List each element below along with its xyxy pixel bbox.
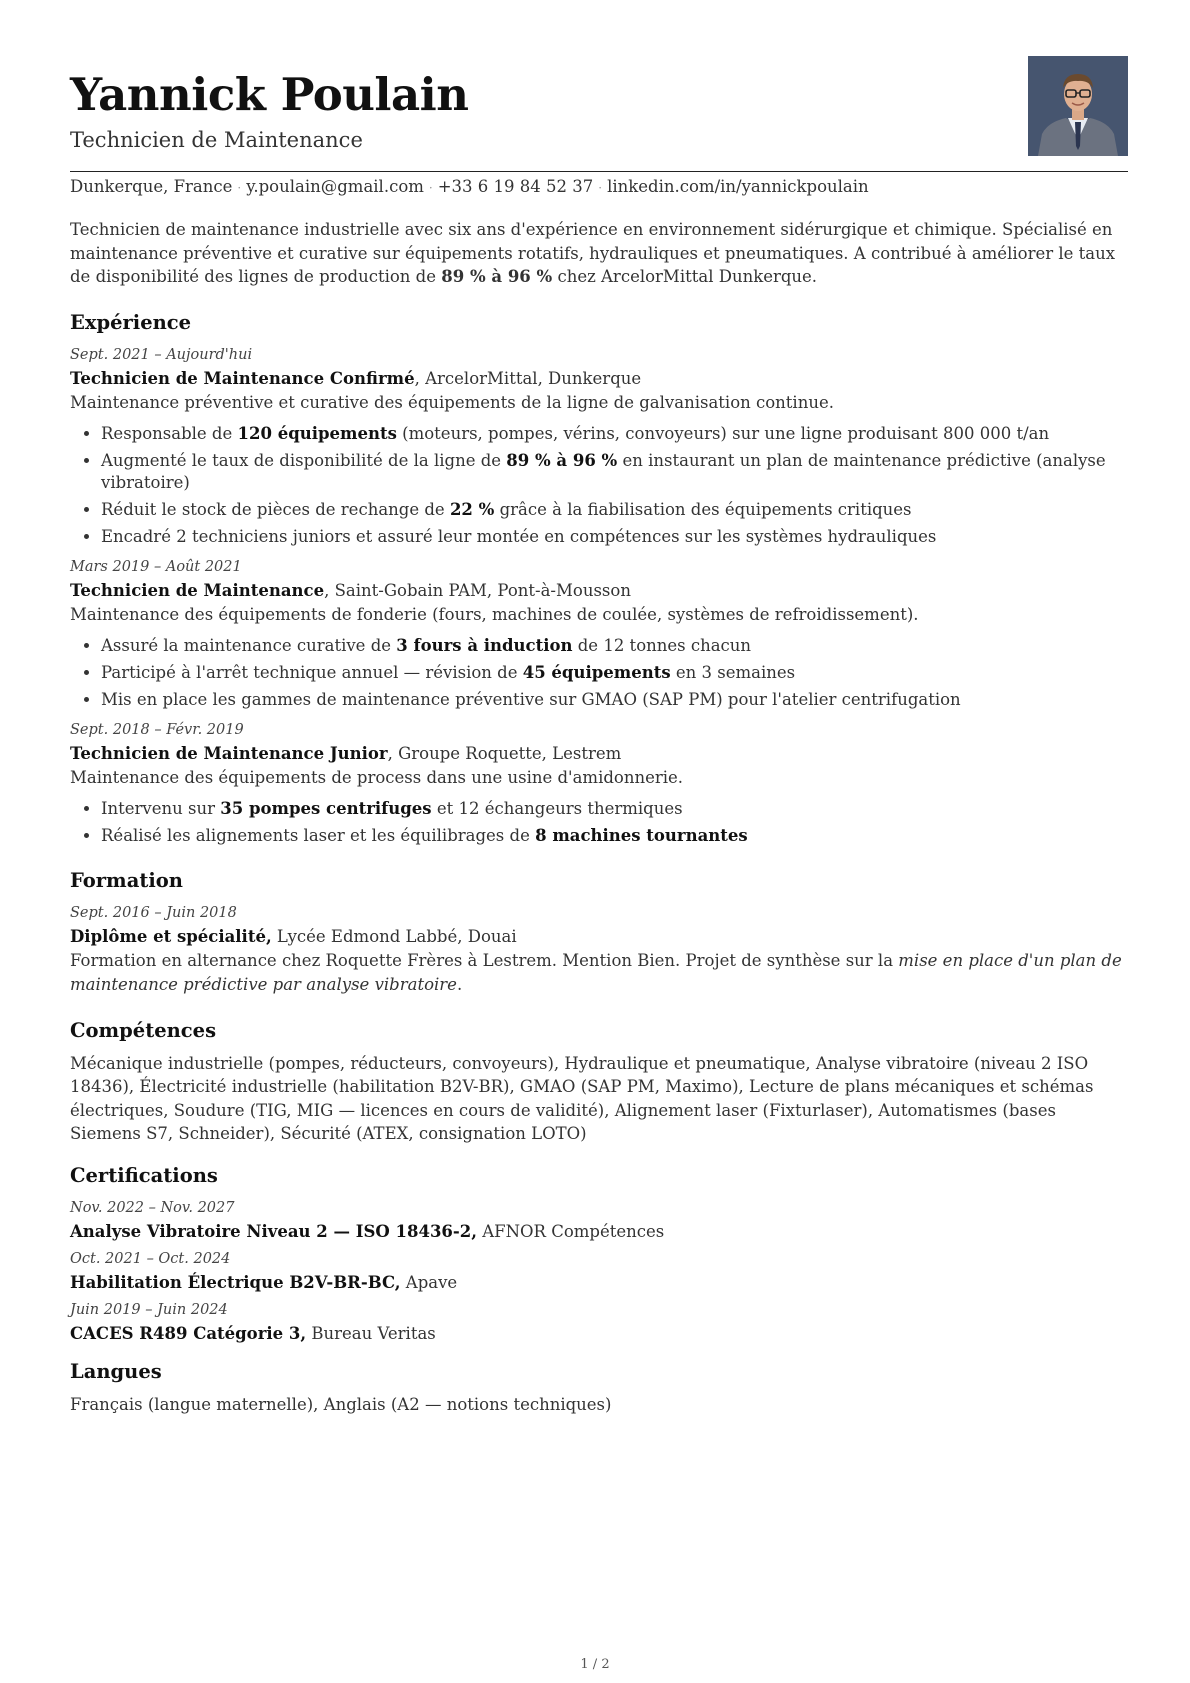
list-item (101, 825, 1128, 847)
languages-text: Français (langue maternelle), Anglais (A2 — notions techniques) (70, 1394, 612, 1414)
contact-linkedin[interactable]: linkedin.com/in/yannickpoulain (607, 177, 869, 196)
person-portrait-icon (1028, 56, 1128, 156)
job-role-line (70, 741, 1128, 766)
bullet-text: Mis en place les gammes de maintenance préventive sur GMAO (SAP PM) pour l'atelier centrifugation (101, 689, 961, 709)
bullet-highlight: 45 équipements (522, 662, 671, 682)
job-date: Sept. 2018 – Févr. 2019 (70, 721, 244, 738)
experience-list (70, 344, 1128, 847)
bullet-text: Augmenté le taux de disponibilité de la ligne de (101, 450, 507, 470)
resume-page (70, 0, 1128, 1683)
list-item (101, 423, 1128, 445)
bullet-text-end: en instaurant un plan de maintenance prédictive (analyse vibratoire) (101, 450, 1106, 492)
certification-issuer: Apave (400, 1272, 458, 1292)
bullet-text: Responsable de (101, 423, 238, 443)
candidate-name: Yannick Poulain (70, 68, 469, 121)
experience-entry (70, 344, 1128, 548)
list-item (101, 798, 1128, 820)
contact-phone[interactable]: +33 6 19 84 52 37 (437, 177, 594, 196)
section-title-experience: Expérience (70, 310, 192, 334)
section-title-education: Formation (70, 868, 183, 892)
job-date: Mars 2019 – Août 2021 (70, 558, 242, 575)
job-role: Technicien de Maintenance Confirmé (70, 368, 415, 388)
certification-name: Habilitation Électrique B2V-BR-BC, (70, 1272, 401, 1292)
experience-entry (70, 556, 1128, 711)
bullet-highlight: 120 équipements (237, 423, 397, 443)
bullet-highlight: 3 fours à induction (396, 635, 573, 655)
certification-name: Analyse Vibratoire Niveau 2 — ISO 18436-2, (70, 1221, 477, 1241)
job-description: Maintenance des équipements de fonderie (fours, machines de coulée, systèmes de refroidissement). (70, 604, 919, 624)
certification-entry (70, 1197, 1128, 1244)
contact-location: Dunkerque, France (70, 177, 233, 196)
certifications-list (70, 1197, 1128, 1346)
profile-photo (1028, 56, 1128, 156)
education-date: Sept. 2016 – Juin 2018 (70, 904, 237, 921)
bullet-text-end: grâce à la fiabilisation des équipements critiques (494, 499, 912, 519)
job-role: Technicien de Maintenance Junior (70, 743, 388, 763)
certification-issuer: AFNOR Compétences (476, 1221, 665, 1241)
languages-section-heading (70, 1360, 1128, 1383)
certification-entry (70, 1299, 1128, 1346)
certification-line (70, 1270, 1128, 1295)
bullet-highlight: 22 % (449, 499, 495, 519)
certification-date: Juin 2019 – Juin 2024 (70, 1301, 228, 1318)
list-item (101, 526, 1128, 548)
education-section-heading (70, 869, 1128, 892)
job-description: Maintenance préventive et curative des équipements de la ligne de galvanisation continue. (70, 392, 834, 412)
section-title-skills: Compétences (70, 1018, 217, 1042)
experience-entry (70, 719, 1128, 847)
summary-paragraph (70, 218, 1128, 289)
bullet-highlight: 8 machines tournantes (535, 825, 748, 845)
contact-separator: · (428, 180, 433, 195)
page-number: 1 / 2 (580, 1657, 610, 1672)
contact-separator: · (598, 180, 603, 195)
education-desc-end: . (456, 974, 463, 994)
job-description: Maintenance des équipements de process dans une usine d'amidonnerie. (70, 767, 684, 787)
bullet-highlight: 35 pompes centrifuges (220, 798, 432, 818)
contact-email[interactable]: y.poulain@gmail.com (246, 177, 424, 196)
certification-name: CACES R489 Catégorie 3, (70, 1323, 307, 1343)
skills-text: Mécanique industrielle (pompes, réducteurs, convoyeurs), Hydraulique et pneumatique, Analyse vibratoire (niveau 2 ISO 18436), Électricité industrielle (habilitation B2V-BR), GMAO (SAP PM, Maximo), Lecture de plans mécaniques et schémas électriques, Soudure (TIG, MIG — licences en cours de validité), Alignement laser (Fixturlaser), Automatismes (bases Siemens S7, Schneider), Sécurité (ATEX, consignation LOTO) (70, 1053, 1094, 1143)
education-desc-text: Formation en alternance chez Roquette Frères à Lestrem. Mention Bien. Projet de synthèse sur la (70, 950, 899, 970)
bullet-text-end: en 3 semaines (670, 662, 796, 682)
contact-separator: · (237, 180, 242, 195)
bullet-text: Réalisé les alignements laser et les équilibrages de (101, 825, 536, 845)
certification-line (70, 1321, 1128, 1346)
list-item (101, 635, 1128, 657)
education-degree-line (70, 924, 1128, 949)
bullet-text: Assuré la maintenance curative de (101, 635, 397, 655)
job-company: , Groupe Roquette, Lestrem (387, 743, 622, 763)
job-company: , ArcelorMittal, Dunkerque (414, 368, 642, 388)
list-item (101, 450, 1128, 494)
header-divider (70, 171, 1128, 172)
section-title-languages: Langues (70, 1359, 162, 1383)
job-bullets (70, 798, 1128, 847)
education-degree: Diplôme et spécialité, (70, 926, 272, 946)
list-item (101, 499, 1128, 521)
bullet-text-end: (moteurs, pompes, vérins, convoyeurs) sur une ligne produisant 800 000 t/an (396, 423, 1050, 443)
certification-line (70, 1219, 1128, 1244)
bullet-text: Réduit le stock de pièces de rechange de (101, 499, 450, 519)
certification-date: Nov. 2022 – Nov. 2027 (70, 1199, 235, 1216)
education-description (70, 949, 1128, 997)
education-desc-italic: mise en place d'un plan de maintenance prédictive par analyse vibratoire (70, 950, 1122, 994)
bullet-text: Intervenu sur (101, 798, 221, 818)
job-role-line (70, 578, 1128, 603)
certification-date: Oct. 2021 – Oct. 2024 (70, 1250, 231, 1267)
contact-line (70, 177, 869, 196)
certification-entry (70, 1248, 1128, 1295)
experience-section-heading (70, 311, 1128, 334)
bullet-text: Participé à l'arrêt technique annuel — révision de (101, 662, 523, 682)
skills-section-heading (70, 1019, 1128, 1042)
bullet-text-end: de 12 tonnes chacun (572, 635, 752, 655)
bullet-text: Encadré 2 techniciens juniors et assuré leur montée en compétences sur les systèmes hydrauliques (101, 526, 937, 546)
summary-text-end: chez ArcelorMittal Dunkerque. (552, 267, 818, 286)
bullet-highlight: 89 % à 96 % (506, 450, 618, 470)
candidate-title: Technicien de Maintenance (70, 128, 363, 152)
section-title-certifications: Certifications (70, 1163, 218, 1187)
summary-text: Technicien de maintenance industrielle avec six ans d'expérience en environnement sidérurgique et chimique. Spécialisé en maintenance préventive et curative sur équipements rotatifs, hydrauliques et pneumatiques. A contribué à améliorer le taux de disponibilité des lignes de production de (70, 220, 1116, 286)
certifications-section-heading (70, 1164, 1128, 1187)
resume-content (70, 218, 1128, 1416)
list-item (101, 689, 1128, 711)
education-entry (70, 902, 1128, 997)
job-role: Technicien de Maintenance (70, 580, 325, 600)
education-school: Lycée Edmond Labbé, Douai (271, 926, 517, 946)
list-item (101, 662, 1128, 684)
job-company: , Saint-Gobain PAM, Pont-à-Mousson (324, 580, 631, 600)
job-bullets (70, 423, 1128, 548)
job-date: Sept. 2021 – Aujourd'hui (70, 346, 253, 363)
job-bullets (70, 635, 1128, 711)
certification-issuer: Bureau Veritas (306, 1323, 436, 1343)
resume-header (70, 0, 1128, 172)
bullet-text-end: et 12 échangeurs thermiques (431, 798, 683, 818)
job-role-line (70, 366, 1128, 391)
summary-highlight: 89 % à 96 % (441, 267, 553, 286)
